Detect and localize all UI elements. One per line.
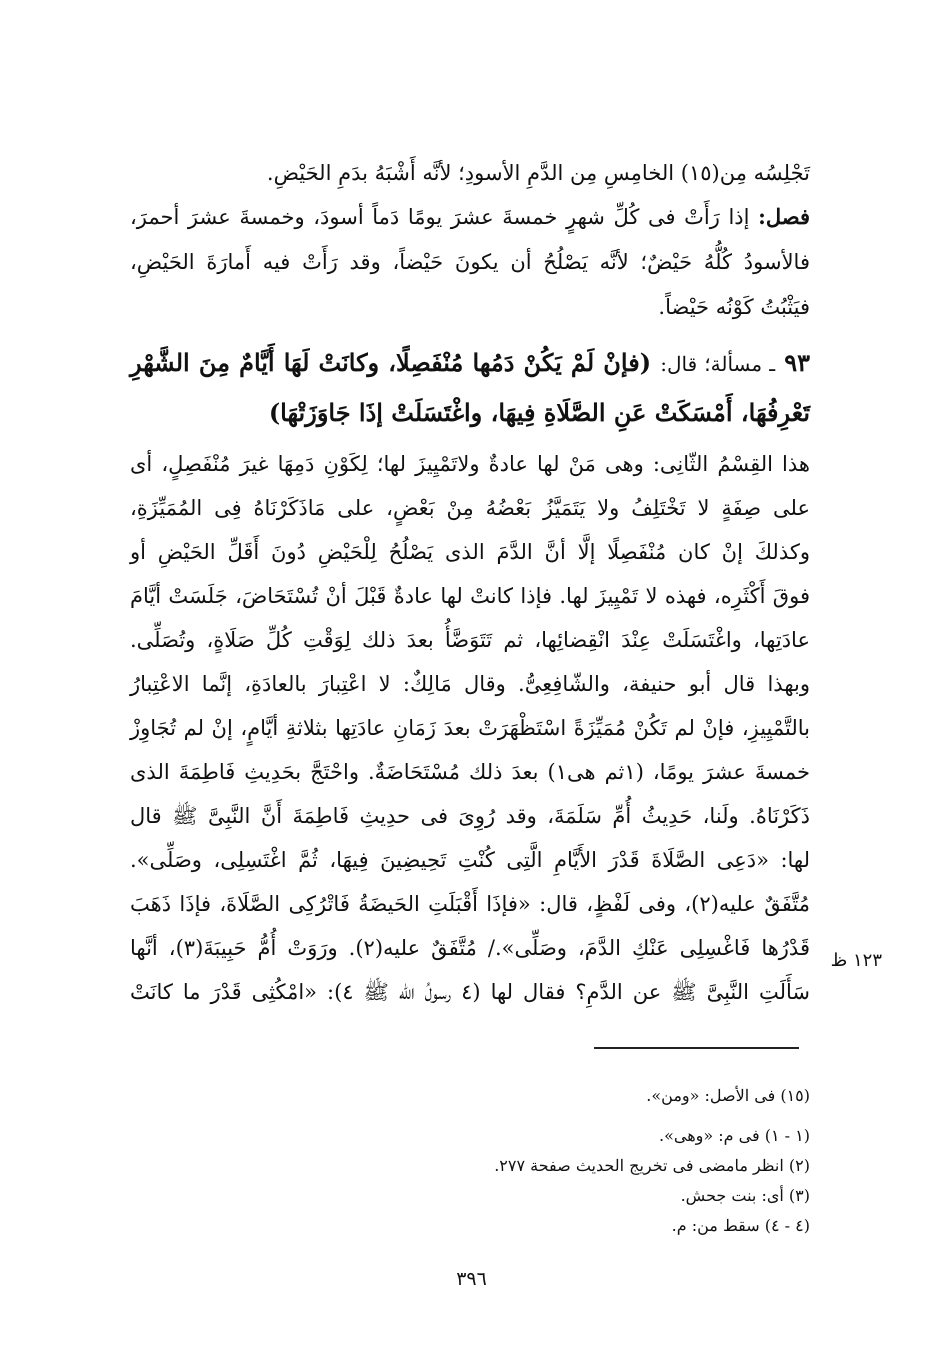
masala-text-1: (فإنْ لَمْ يَكُنْ دَمُها مُنْفَصِلًا، وكانَتْ لَهَا أَيَّامٌ مِنَ الشَّهْرِ	[130, 348, 652, 377]
body-line: ذَكَرْنَاهُ. ولَنا، حَدِيثُ أُمِّ سَلَمَةَ، وقد رُوِىَ فى حدِيثِ فَاطِمَةَ أَنَّ النَّبِىَّ ﷺ قال	[130, 804, 810, 828]
fasl-line-3: فيَثْبُتُ كَوْنُه حَيْضاً.	[658, 295, 810, 319]
body-line: خمسةَ عشرَ يومًا، (١ثم هى١) بعدَ ذلك مُسْتَحَاضَةٌ. واحْتَجَّ بحَدِيثِ فَاطِمَةَ الذى	[130, 760, 810, 784]
masala-heading-line-1	[130, 343, 810, 383]
fasl-line-1	[130, 201, 810, 233]
masala-heading-line-2: تَعْرِفُهَا، أَمْسَكَتْ عَنِ الصَّلَاةِ فِيهَا، واغْتَسَلَتْ إذَا جَاوَزَتْهَا)	[268, 398, 810, 427]
footnote: (١ - ١) فى م: «وهى».	[659, 1126, 810, 1145]
body-line: وبهذا قال أبو حنيفة، والشّافِعِىُّ. وقال مَالِكٌ: لا اعْتِبارَ بالعادَةِ، إنَّما الاعْتِبارُ	[130, 672, 810, 696]
footnote: (٤ - ٤) سقط من: م.	[671, 1216, 810, 1235]
masala-label: ـ مسألة؛ قال:	[660, 352, 776, 376]
body-line: عادَتِها، واغْتَسَلَتْ عِنْدَ انْقِضائِها، ثم تَتَوَضَّأُ بعدَ ذلك لِوَقْتِ كُلِّ صَلَاةٍ، وتُصَلِّى.	[130, 628, 810, 652]
margin-folio-note: ١٢٣ ظ	[830, 950, 882, 971]
fasl-text-1: إذا رَأَتْ فى كُلِّ شهرٍ خمسةَ عشرَ يومًا دَماً أسودَ، وخمسةَ عشرَ أحمرَ،	[130, 205, 750, 229]
body-line: لها: «دَعِى الصَّلَاةَ قَدْرَ الأَيَّامِ الَّتِى كُنْتِ تَحِيضِينَ فِيهَا، ثُمَّ اغْتَسِلِى، وصَلِّى».	[130, 848, 810, 872]
footnote: (١٥) فى الأصل: «ومن».	[646, 1086, 810, 1105]
fasl-line-2: فالأسودُ كُلُّهُ حَيْضٌ؛ لأنَّه يَصْلُحُ أن يكونَ حَيْضاً، وقد رَأَتْ فيه أَمارَةَ الحَيْضِ،	[130, 250, 810, 274]
body-line: على صِفَةٍ لا تَخْتَلِفُ ولا يَتَمَيَّزُ بَعْضُهُ مِنْ بَعْضٍ، على مَاذَكَرْنَاهُ فِى المُمَيِّزَةِ،	[130, 496, 810, 520]
body-line: فوقَ أَكْثَرِه، فهذه لا تَمْيِيزَ لها. فإذا كانتْ لها عادةٌ قَبْلَ أنْ تُسْتَحَاضَ، جَلَسَتْ أيَّامَ	[130, 584, 810, 608]
body-line: قَدْرُها فَاغْسِلِى عَنْكِ الدَّمَ، وصَلِّى»./ مُتَّفَقٌ عليه(٢). ورَوَتْ أُمُّ حَبِيبَةَ(٣)، أنَّها	[130, 936, 810, 960]
page-number: ٣٩٦	[456, 1268, 487, 1290]
body-line: بالتَّمْيِيزِ، فإنْ لم تَكُنْ مُمَيِّزَةً اسْتَظْهَرَتْ بعدَ زَمَانِ عادَتِها بثلاثةِ أيَّامٍ، إنْ لم تُجَاوِزْ	[130, 716, 810, 740]
body-line: وكذلكَ إنْ كان مُنْفَصِلًا إلَّا أنَّ الدَّمَ الذى يَصْلُحُ لِلْحَيْضِ دُونَ أَقَلِّ الحَيْضِ أو	[130, 540, 810, 564]
footnote-divider	[594, 1047, 799, 1049]
body-line: مُتَّفَقٌ عليه(٢)، وفى لَفْظٍ، قال: «فإذَا أَقْبَلَتِ الحَيضَةُ فَاتْرُكِى الصَّلَاةَ، فإذَا ذَهَبَ	[130, 892, 810, 916]
masala-number: ٩٣	[784, 348, 811, 377]
body-line: سَأَلَتِ النَّبِىَّ ﷺ عن الدَّمِ؟ فقال لها (٤ رسولُ الله ﷺ ٤): «امْكُثِى قَدْرَ ما كانَتْ	[130, 980, 810, 1004]
footnote: (٢) انظر مامضى فى تخريج الحديث صفحة ٢٧٧.	[494, 1156, 810, 1175]
fasl-label: فصل:	[758, 204, 810, 229]
footnote: (٣) أى: بنت جحش.	[680, 1186, 810, 1205]
intro-line: تَجْلِسُه مِن(١٥) الخامِسِ مِن الدَّمِ الأسودِ؛ لأنَّه أَشْبَهُ بدَمِ الحَيْضِ.	[266, 161, 810, 185]
body-line: هذا القِسْمُ الثّانِى: وهى مَنْ لها عادةٌ ولاتَمْيِيزَ لها؛ لِكَوْنِ دَمِهَا غيرَ مُنْفَصِلٍ، أى	[130, 452, 810, 476]
